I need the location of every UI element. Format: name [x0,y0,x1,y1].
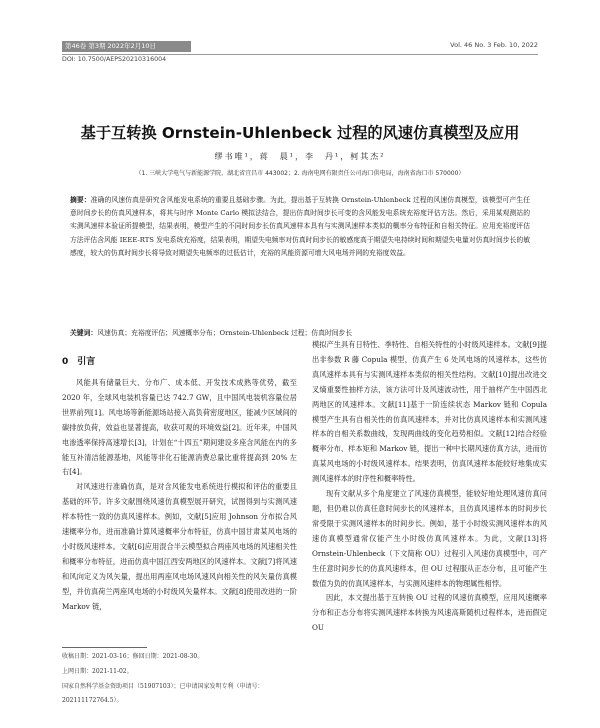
footnote-received-date: 收稿日期：2021-03-16；修回日期：2021-08-30。 [62,653,204,660]
body-paragraph: 因此，本文提出基于互转换 OU 过程的风速仿真模型，应用风速概率分布和正态分布将实测风速样本转换为风速高斯随机过程样本，进而假定 OU [312,593,547,633]
body-paragraph: 现有文献从多个角度建立了风速仿真模型，能较好地处理风速仿真问题，但仍难以仿真任意时间步长的风速样本，且仿真风速样本的时间步长常受限于实测风速样本的时间步长。例如，基于小时级实测风速样本的风速仿真模型通常仅能产生小时级仿真风速样本。为此，文献[13]将 Ornstein-Uhlenbeck（下文简称 OU）过程引入风速仿真模型中，可产生任意时间步长的仿真风速样本，但 OU 过程服从正态分布，且可能产生数值为负的仿真风速样本，与实测风速样本的物理属性相悖。 [312,489,547,588]
section-heading-introduction: 0 引言 [62,357,96,367]
keywords-text: 风速仿真；充裕度评估；风速概率分布；Ornstein-Uhlenbeck 过程；仿真时间步长 [97,329,353,337]
affiliations: （1. 三峡大学电气与新能源学院，湖北省宜昌市 443002；2. 海南电网有限责任公司海口供电局，海南省海口市 570000） [135,170,465,177]
footnote-online-date: 上网日期：2021-11-02。 [62,667,133,675]
abstract-label: 摘要： [70,196,91,204]
abstract [70,194,530,260]
footnotes [62,650,297,709]
journal-volume-banner: 第46卷 第3期 2022年2月10日 [62,41,191,52]
right-column [312,338,547,636]
footnote-funding: 国家自然科学基金资助项目（51907103）；已申请国家发明专利（申请号：202111172764.5）。 [62,682,264,705]
body-paragraph: 模拟产生具有日特性、季特性、自相关特性的小时级风速样本。文献[9]提出非参数 R 藤 Copula 模型，仿真产生 6 处风电场的风速样本，这些仿真风速样本具有与实测风速样本类似的相关性结构。文献[10]提出改进交叉熵重要性抽样方法，该方法可计及风速波动性，用于抽样产生中国西北两地区的风速样本。文献[11]基于一阶连续状态 Markov 链和 Copula 模型产生具有自相关性的仿真风速样本，并对比仿真风速样本和实测风速样本的自相关系数曲线，发现两曲线的变化趋势相似。文献[12]结合经验概率分布、样本矩和 Markov 链，提出一种中长期风速仿真方法，进而仿真某风电场的小时级风速样本。结果表明，仿真风速样本能较好地集成实测风速样本的时序性和概率特性。 [312,340,547,484]
doi[interactable]: DOI: 10.7500/AEPS20210316004 [62,56,167,63]
intro-paragraph: 风能具有储量巨大、分布广、成本低、开发技术成熟等优势，截至 2020 年，全球风电装机容量已达 742.7 GW，且中国风电装机容量位居世界前列[1]。风电场等新能源场站接入高负荷密度地区，能减少区域间的碳排放负荷，效益也显著提高，收获可观的环境效益[2]。近年来，中国风电渗透率保持高速增长[3]，计划在“十四五”期间建设多座含风能在内的多能互补清洁能源基地，风能等非化石能源消费总量比重将提高到 20% 左右[4]。 [62,378,297,477]
footnote-rule [62,647,147,648]
abstract-text: 准确的风速仿真是研究含风能发电系统的重要且基础步骤。为此，提出基于互转换 Ornstein-Uhlenbeck 过程的风速仿真模型，该模型可产生任意时间步长的仿真风速样本，将其与时序 Monte Carlo 模拟法结合，提出仿真时间步长可变的含风能发电系统充裕度评估方法。然后，采用某观测站的实测风速样本验证所提模型，结果表明，模型产生的不同时间步长仿真风速样本具有与实测风速样本类似的概率分布特征和自相关特征。应用充裕度评估方法评估含风能 IEEE-RTS 发电系统充裕度，结果表明，期望失电频率对仿真时间步长的敏感度高于期望失电持续时间和期望失电量对仿真时间步长的敏感度，较大的仿真时间步长将导致对期望失电频率的过低估计，充裕的风能资源可增大风电场并网的充裕度效益。 [70,196,531,257]
header-rule [62,54,538,55]
intro-paragraph: 对风速进行准确仿真，是对含风能发电系统进行模拟和评估的重要且基础的环节。许多文献围绕风速仿真模型展开研究，试图得到与实测风速样本特性一致的仿真风速样本。例如，文献[5]应用 Johnson 分布拟合风速概率分布，进而准确计算风速概率分布特征，仿真中国甘肃某风电场的小时级风速样本。文献[6]应用混合半云模型拟合两座风电场的风速相关性和概率分布特征，进而仿真中国江西安两地区的风速样本。文献[7]将风速和风向定义为风矢量，提出用两座风电场风速风向相关性的风矢量仿真模型，并仿真荷兰两座风电场的小时级风矢量样本。文献[8]使用改进的一阶 Markov 链， [62,482,297,611]
keywords-label: 关键词： [70,329,98,337]
author-list: 缪书唯¹，蒋 晨¹，李 丹¹，柯其杰² [214,152,386,161]
paper-title: 基于互转换 Ornstein-Uhlenbeck 过程的风速仿真模型及应用 [80,124,520,142]
left-column [62,340,297,615]
journal-volume-english: Vol. 46 No. 3 Feb. 10, 2022 [450,41,538,49]
